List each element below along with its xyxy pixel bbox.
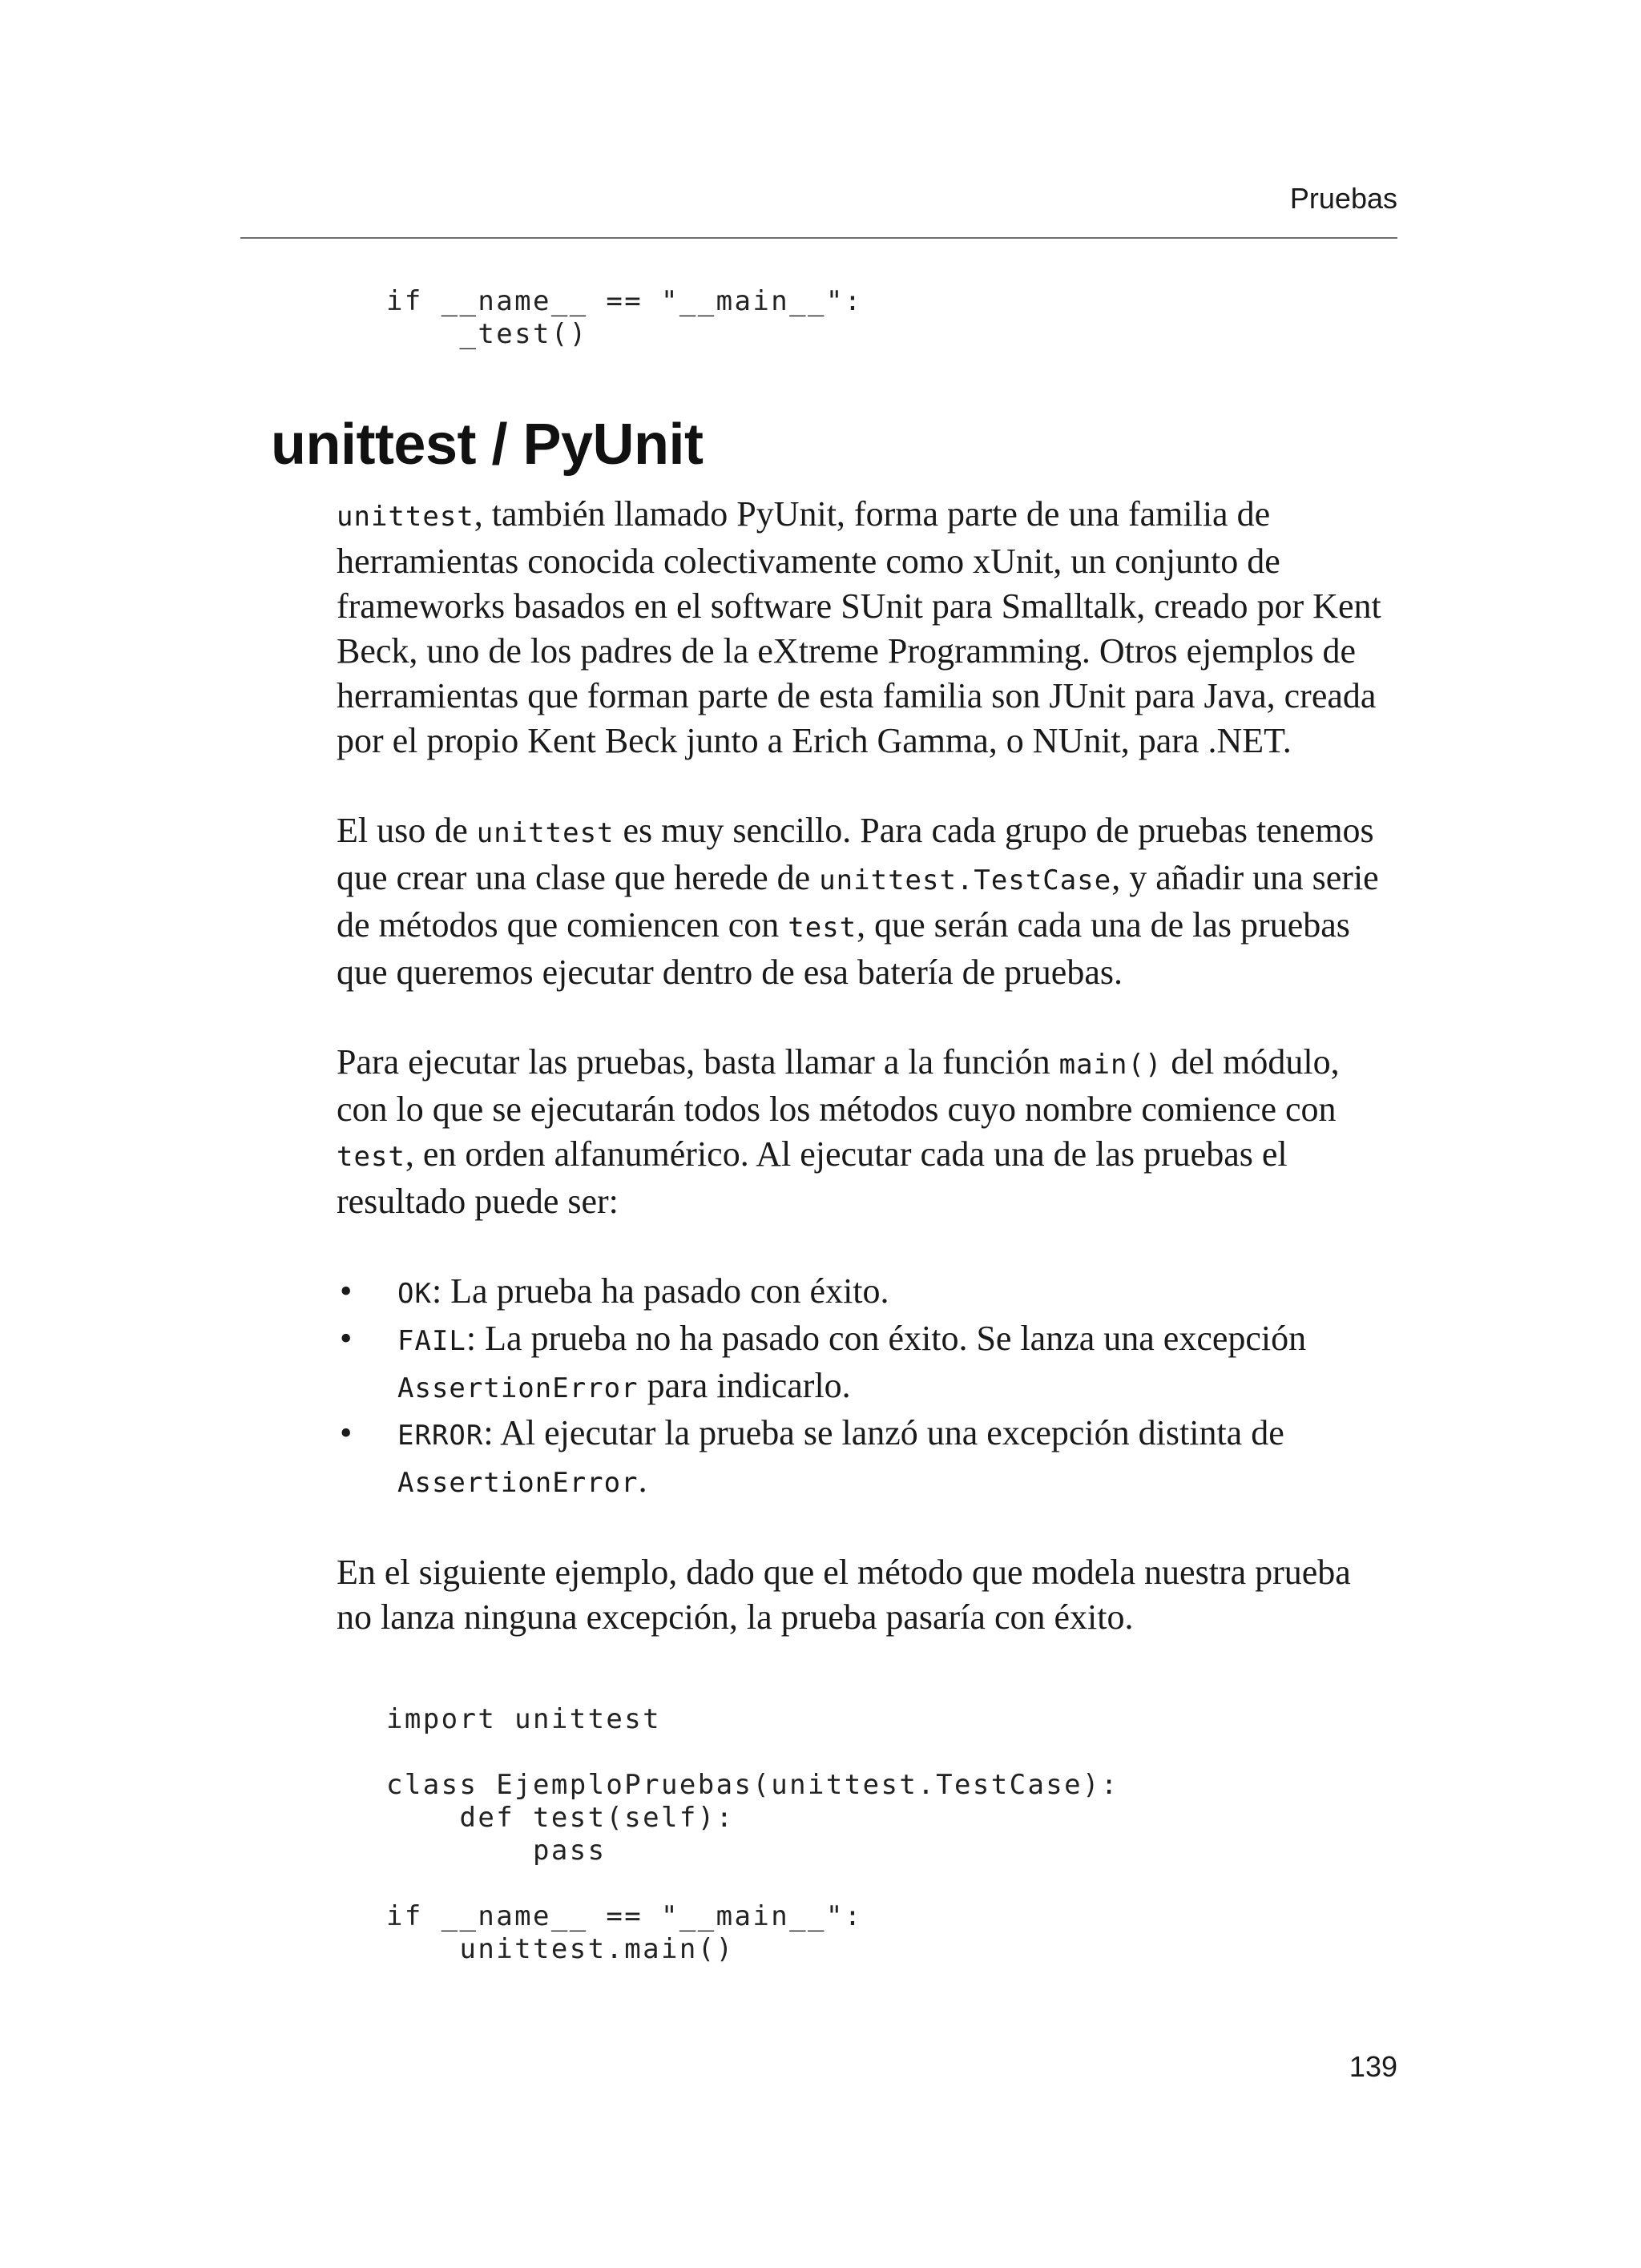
inline-code: unittest <box>476 817 615 849</box>
paragraph-intro <box>337 492 1394 763</box>
running-head: Pruebas <box>1289 182 1397 215</box>
list-item-text: : La prueba no ha pasado con éxito. Se lanza una excepción <box>466 1319 1307 1358</box>
paragraph-example-intro: En el siguiente ejemplo, dado que el método que modela nuestra prueba no lanza ninguna excepción, la prueba pasaría con éxito. <box>337 1553 1351 1637</box>
list-item <box>337 1269 1394 1316</box>
header-rule <box>240 237 1397 239</box>
paragraph-text: , también llamado PyUnit, forma parte de una familia de herramientas conocida colectivamente como xUnit, un conjunto de frameworks basados en el software SUnit para Smalltalk, creado por Kent Beck, uno de los padres de la eXtreme Programming. Otros ejemplos de herramientas que forman parte de esta familia son JUnit para Java, creada por el propio Kent Beck junto a Erich Gamma, o NUnit, para .NET. <box>337 494 1381 760</box>
list-item <box>337 1316 1394 1411</box>
inline-code: test <box>337 1141 405 1173</box>
bullet-icon: • <box>340 1413 353 1452</box>
bullet-icon: • <box>340 1271 353 1311</box>
inline-code: unittest <box>337 501 474 533</box>
page-number: 139 <box>1349 2050 1397 2083</box>
paragraph-text: es muy sencillo. Para cada grupo de pruebas tenemos que crear una clase que herede de <box>337 811 1374 897</box>
inline-code: ERROR <box>397 1420 484 1452</box>
code-block-example: import unittest class EjemploPruebas(unittest.TestCase): def test(self): pass if __name__ == "__main__": unittest.main() <box>386 1703 1119 1965</box>
inline-code: OK <box>397 1278 432 1310</box>
list-item-text: : La prueba ha pasado con éxito. <box>431 1271 889 1311</box>
paragraph-text: del módulo, con lo que se ejecutarán todos los métodos cuyo nombre comience con <box>337 1042 1340 1129</box>
section-title: unittest / PyUnit <box>271 413 704 477</box>
paragraph-text: El uso de <box>337 811 477 850</box>
list-item <box>337 1411 1394 1505</box>
inline-code: AssertionError <box>397 1372 639 1404</box>
list-item-text: . <box>638 1460 647 1500</box>
paragraph-execution <box>337 1040 1394 1224</box>
inline-code: AssertionError <box>397 1467 639 1499</box>
inline-code: test <box>788 912 857 944</box>
list-item-text: para indicarlo. <box>638 1366 851 1405</box>
paragraph-usage <box>337 808 1394 995</box>
paragraph-text: , que serán cada una de las pruebas que queremos ejecutar dentro de esa batería de pruebas. <box>337 905 1350 992</box>
paragraph-text: Para ejecutar las pruebas, basta llamar a la función <box>337 1042 1059 1082</box>
body-text <box>337 492 1394 1685</box>
bullet-icon: • <box>340 1319 353 1358</box>
inline-code: unittest.TestCase <box>819 864 1112 896</box>
result-list <box>337 1269 1394 1505</box>
paragraph-text: , y añadir una serie de métodos que comiencen con <box>337 858 1379 945</box>
inline-code: FAIL <box>397 1325 466 1357</box>
code-block-top: if __name__ == "__main__": _test() <box>386 285 863 350</box>
list-item-text: : Al ejecutar la prueba se lanzó una excepción distinta de <box>483 1413 1284 1452</box>
paragraph-text: , en orden alfanumérico. Al ejecutar cada una de las pruebas el resultado puede ser: <box>337 1134 1288 1221</box>
inline-code: main() <box>1058 1049 1163 1081</box>
